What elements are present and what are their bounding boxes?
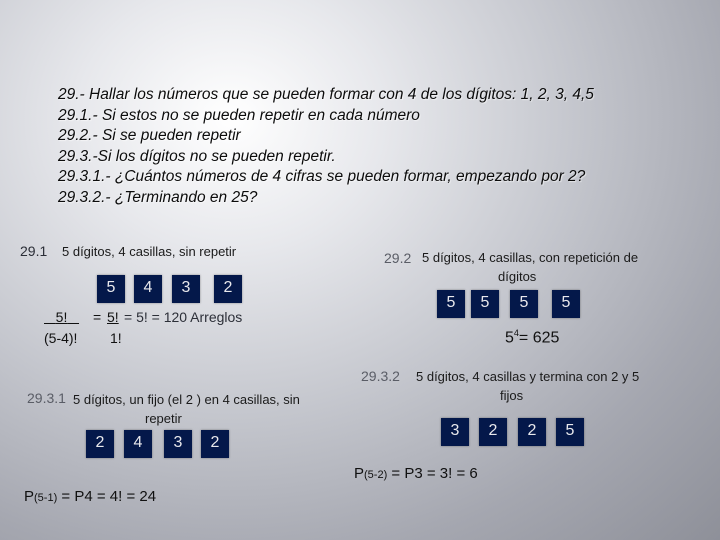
slot-cell: 4 <box>124 430 152 458</box>
slot-cell: 3 <box>164 430 192 458</box>
slot-cell: 5 <box>510 290 538 318</box>
section-29-3-1-number: 29.3.1 <box>27 390 66 406</box>
section-29-2-description-line2: dígitos <box>498 269 537 284</box>
slot-cell: 2 <box>214 275 242 303</box>
slot-cell: 2 <box>518 418 546 446</box>
problem-line-1: 29.- Hallar los números que se pueden formar con 4 de los dígitos: 1, 2, 3, 4,5 <box>58 86 594 103</box>
problem-line-2: 29.1.- Si estos no se pueden repetir en cada número <box>58 106 420 124</box>
slot-cell: 2 <box>86 430 114 458</box>
slot-cell: 5 <box>97 275 125 303</box>
section-29-1-description: 5 dígitos, 4 casillas, sin repetir <box>62 244 237 259</box>
slot-cell: 2 <box>201 430 229 458</box>
permutation-formula: P(5-1) = P4 = 4! = 24 <box>24 488 157 505</box>
section-29-3-2-description-line1: 5 dígitos, 4 casillas y termina con 2 y 5 <box>416 369 640 384</box>
permutation-formula: P(5-2) = P3 = 3! = 6 <box>354 465 478 482</box>
middle-denominator: 1! <box>110 330 122 346</box>
section-29-3-2-description-line2: fijos <box>500 388 524 403</box>
slot-cell: 3 <box>172 275 200 303</box>
problem-line-4: 29.3.-Si los dígitos no se pueden repetir. <box>58 147 336 165</box>
slot-cell: 3 <box>441 418 469 446</box>
section-29-3-2-number: 29.3.2 <box>361 368 400 384</box>
section-29-2-description-line1: 5 dígitos, 4 casillas, con repetición de <box>422 250 639 265</box>
slot-cell: 2 <box>479 418 507 446</box>
section-29-3-1-description-line2: repetir <box>145 411 182 426</box>
fraction-denominator: (5-4)! <box>44 330 78 346</box>
fraction-numerator: 5! <box>55 309 68 325</box>
formula-result: = 5! = 120 Arreglos <box>124 309 243 325</box>
slot-cell: 5 <box>471 290 499 318</box>
equals-sign: = <box>93 309 102 325</box>
middle-numerator: 5! <box>107 309 119 325</box>
section-29-2-number: 29.2 <box>384 250 412 266</box>
problem-line-5: 29.3.1.- ¿Cuántos números de 4 cifras se pueden formar, empezando por 2? <box>58 168 586 185</box>
problem-statement <box>58 85 594 208</box>
problem-line-3: 29.2.- Si se pueden repetir <box>58 127 241 144</box>
slot-cell: 5 <box>552 290 580 318</box>
slot-cell: 5 <box>556 418 584 446</box>
power-result: $5^4= 625$ <box>505 328 560 347</box>
problem-line-6: 29.3.2.- ¿Terminando en 25? <box>58 188 258 206</box>
section-29-1-number: 29.1 <box>20 243 48 259</box>
section-29-3-1-description-line1: 5 dígitos, un fijo (el 2 ) en 4 casillas, sin <box>73 392 300 407</box>
slot-cell: 5 <box>437 290 465 318</box>
slot-cell: 4 <box>134 275 162 303</box>
